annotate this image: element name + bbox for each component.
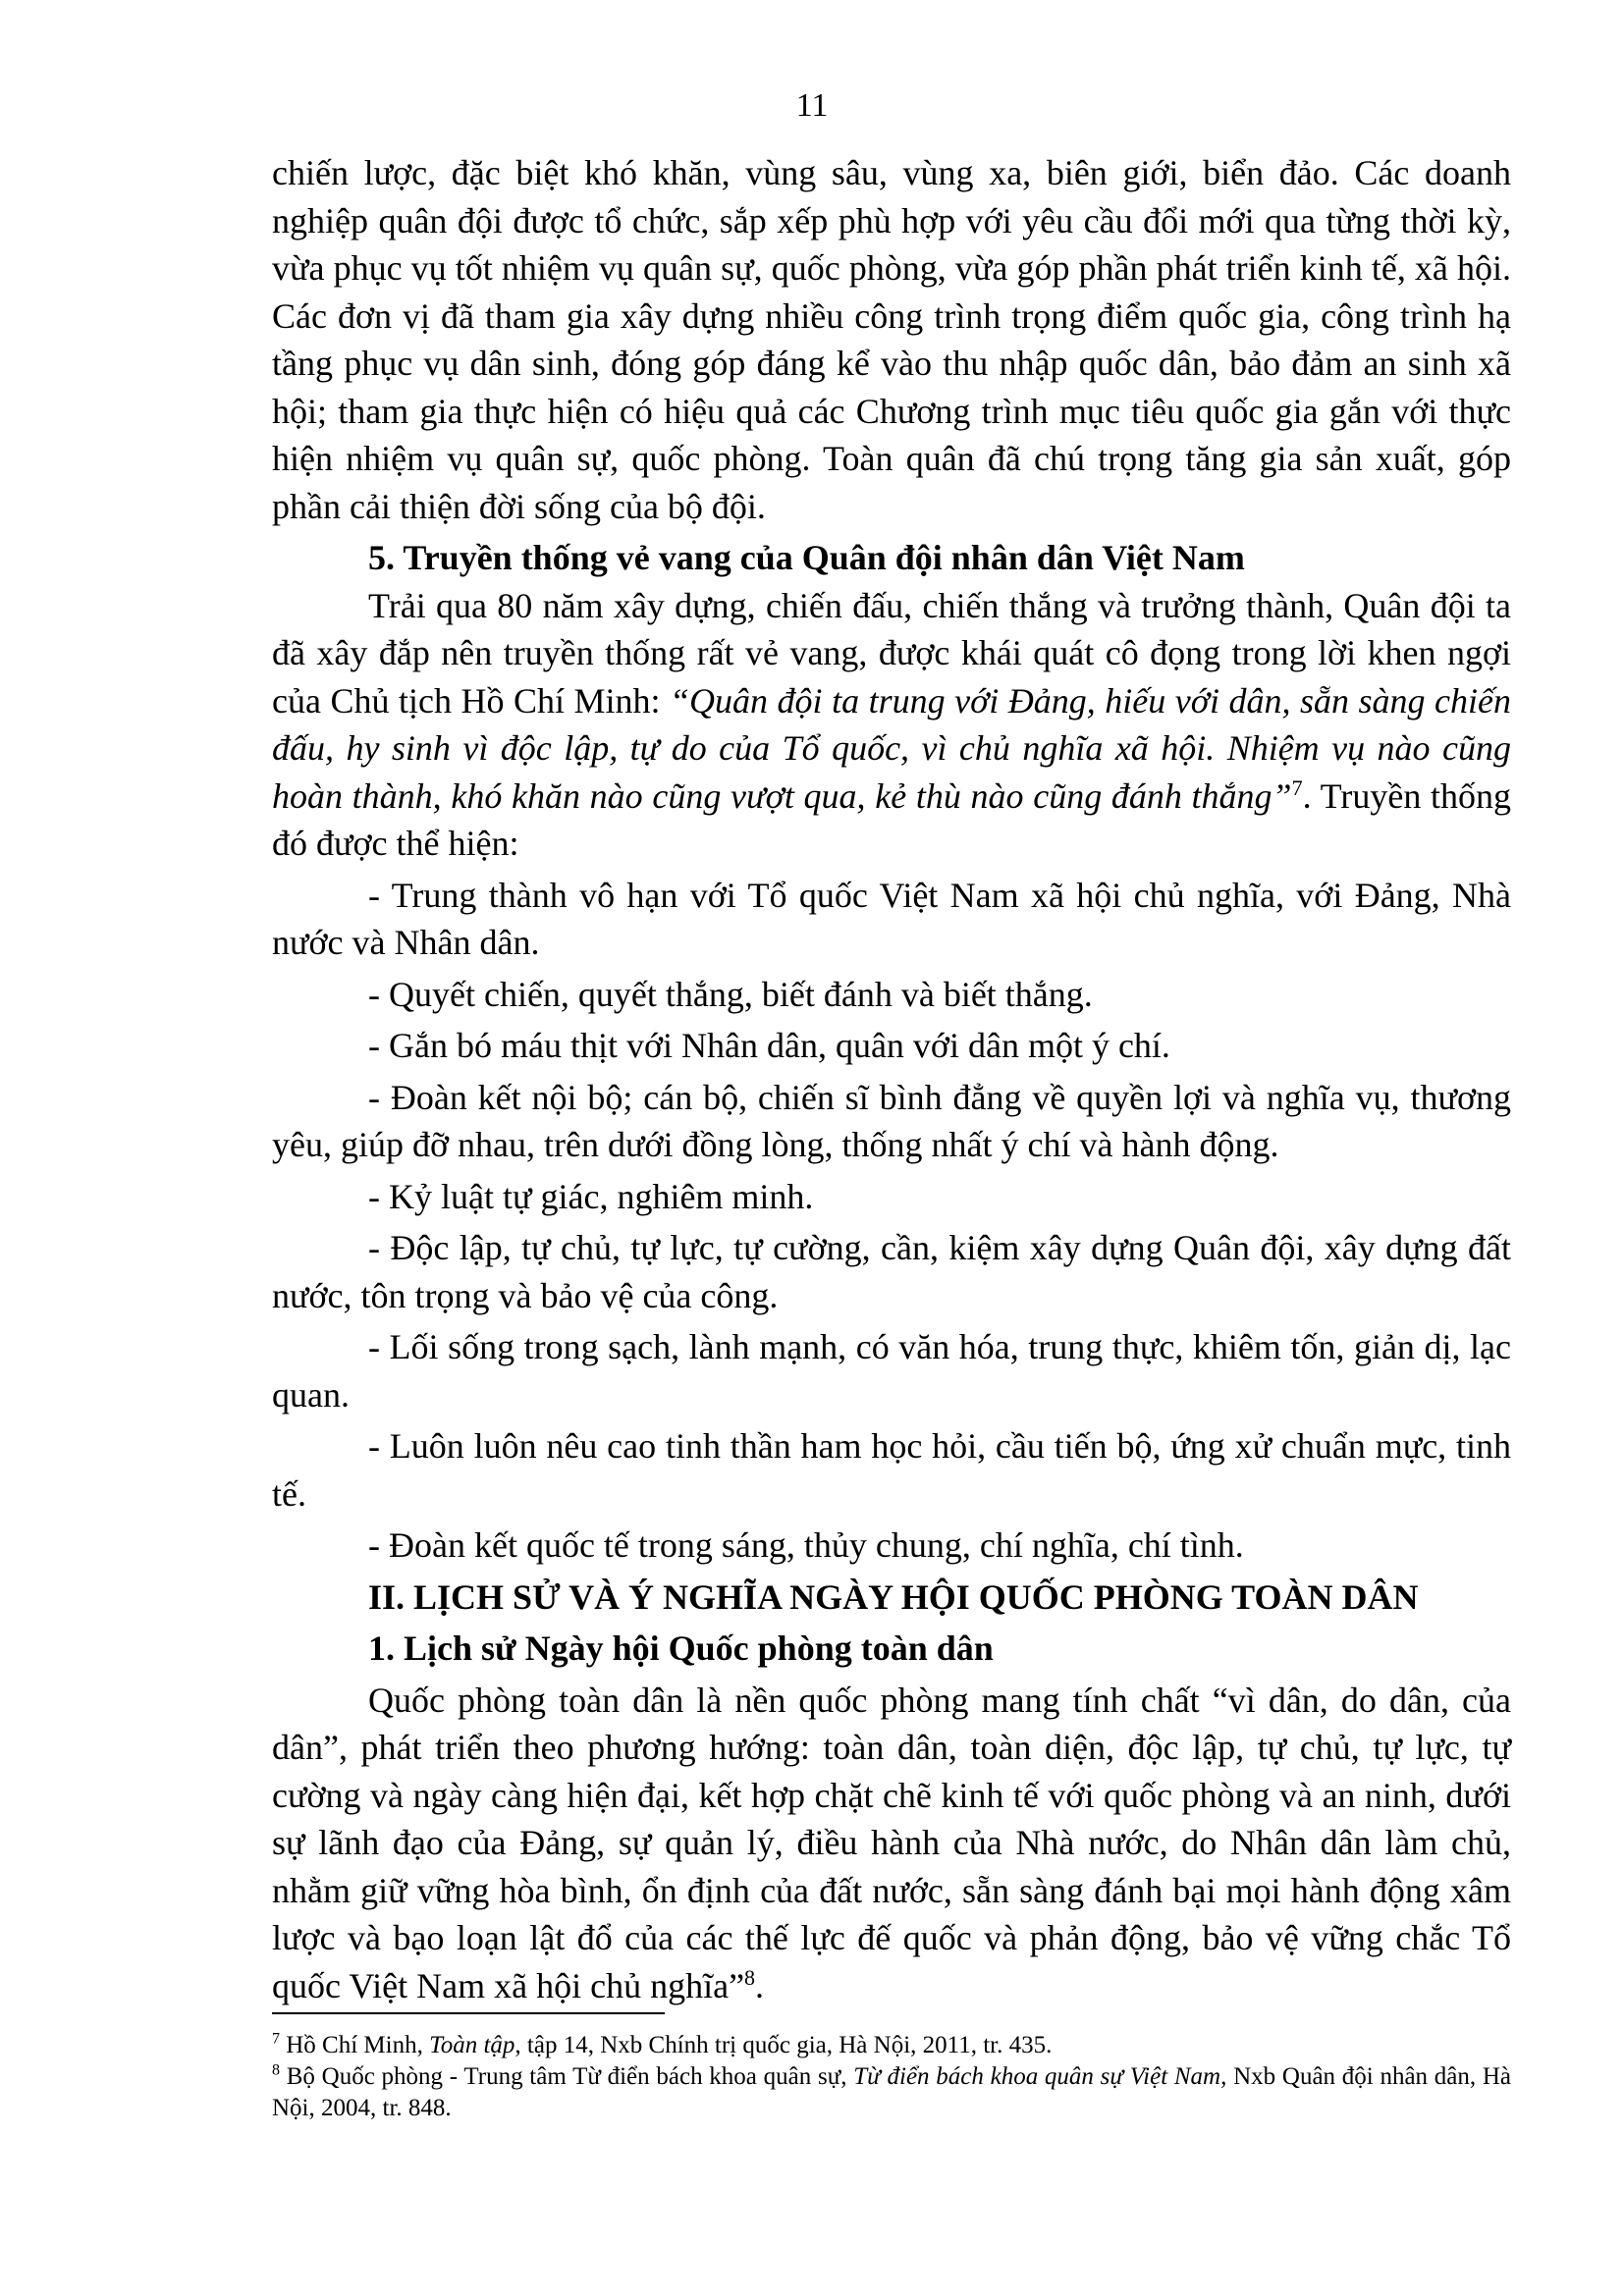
footnote-8 xyxy=(272,2061,1511,2124)
ho-chi-minh-quote: “Quân đội ta trung với Đảng, hiếu với dân, sẵn sàng chiến đấu, hy sinh vì độc lập, tự do của Tổ quốc, vì chủ nghĩa xã hội. Nhiệm vụ nào cũng hoàn thành, khó khăn nào cũng vượt qua, kẻ thù nào cũng đánh thắng” xyxy=(272,680,1511,816)
footnote-7-title: Toàn tập xyxy=(429,2032,515,2058)
footnote-separator xyxy=(272,2012,665,2014)
tradition-item: - Trung thành vô hạn với Tổ quốc Việt Nam xã hội chủ nghĩa, với Đảng, Nhà nước và Nhân dân. xyxy=(272,875,1511,962)
section-heading-5: 5. Truyền thống vẻ vang của Quân đội nhân dân Việt Nam xyxy=(368,538,1245,577)
paragraph-tradition-intro xyxy=(272,582,1511,868)
tradition-item: - Độc lập, tự chủ, tự lực, tự cường, cần, kiệm xây dựng Quân đội, xây dựng đất nước, tôn trọng và bảo vệ của công. xyxy=(272,1228,1511,1315)
footnote-8-post: Nxb Quân đội nhân dân, Hà Nội, 2004, tr. 848. xyxy=(272,2063,1511,2121)
national-defense-text: Quốc phòng toàn dân là nền quốc phòng mang tính chất “vì dân, do dân, của dân”, phát triển theo phương hướng: toàn dân, toàn diện, độc lập, tự chủ, tự lực, tự cường và ngày càng hiện đại, kết hợp chặt chẽ kinh tế với quốc phòng và an ninh, dưới sự lãnh đạo của Đảng, sự quản lý, điều hành của Nhà nước, do Nhân dân làm chủ, nhằm giữ vững hòa bình, ổn định của đất nước, sẵn sàng đánh bại mọi hành động xâm lược và bạo loạn lật đổ của các thế lực đế quốc và phản động, bảo vệ vững chắc Tổ quốc Việt Nam xã hội chủ nghĩa” xyxy=(272,1680,1511,2005)
paragraph-national-defense xyxy=(272,1677,1511,2010)
tradition-intro-lead: Trải qua 80 năm xây dựng, chiến đấu, chiến thắng và trưởng thành, Quân đội ta đã xây đắp nên truyền thống rất vẻ vang, được khái quát cô đọng trong lời khen ngợi của Chủ tịch Hồ Chí Minh: xyxy=(272,585,1511,721)
footnote-number-7: 7 xyxy=(272,2030,280,2048)
tradition-item: - Đoàn kết nội bộ; cán bộ, chiến sĩ bình đẳng về quyền lợi và nghĩa vụ, thương yêu, giúp đỡ nhau, trên dưới đồng lòng, thống nhất ý chí và hành động. xyxy=(272,1077,1511,1164)
footnote-8-pre: Bộ Quốc phòng - Trung tâm Từ điển bách khoa quân sự, xyxy=(280,2063,854,2090)
tradition-item: - Quyết chiến, quyết thắng, biết đánh và biết thắng. xyxy=(368,974,1093,1014)
section-heading-1: 1. Lịch sử Ngày hội Quốc phòng toàn dân xyxy=(368,1629,994,1668)
footnote-8-title: Từ điển bách khoa quân sự Việt Nam, xyxy=(853,2063,1227,2090)
footnote-number-8: 8 xyxy=(272,2061,280,2079)
section-heading-II: II. LỊCH SỬ VÀ Ý NGHĨA NGÀY HỘI QUỐC PHÒNG TOÀN DÂN xyxy=(368,1576,1419,1617)
page-number: 11 xyxy=(795,87,829,124)
footnote-ref-8[interactable]: 8 xyxy=(744,1964,756,1990)
body-text xyxy=(272,149,1511,2009)
footnote-7-post: , tập 14, Nxb Chính trị quốc gia, Hà Nội, 2011, tr. 435. xyxy=(514,2032,1053,2058)
footnote-7 xyxy=(272,2030,1511,2061)
tradition-intro-tail: . Truyền thống đó được thể hiện: xyxy=(272,775,1511,863)
national-defense-tail: . xyxy=(755,1965,765,2005)
tradition-item: - Lối sống trong sạch, lành mạnh, có văn hóa, trung thực, khiêm tốn, giản dị, lạc quan. xyxy=(272,1327,1511,1415)
paragraph-continuation: chiến lược, đặc biệt khó khăn, vùng sâu, vùng xa, biên giới, biển đảo. Các doanh nghiệp quân đội được tổ chức, sắp xếp phù hợp với yêu cầu đổi mới qua từng thời kỳ, vừa phục vụ tốt nhiệm vụ quân sự, quốc phòng, vừa góp phần phát triển kinh tế, xã hội. Các đơn vị đã tham gia xây dựng nhiều công trình trọng điểm quốc gia, công trình hạ tầng phục vụ dân sinh, đóng góp đáng kể vào thu nhập quốc dân, bảo đảm an sinh xã hội; tham gia thực hiện có hiệu quả các Chương trình mục tiêu quốc gia gắn với thực hiện nhiệm vụ quân sự, quốc phòng. Toàn quân đã chú trọng tăng gia sản xuất, góp phần cải thiện đời sống của bộ đội. xyxy=(272,153,1511,526)
tradition-item: - Gắn bó máu thịt với Nhân dân, quân với dân một ý chí. xyxy=(368,1026,1170,1065)
tradition-item: - Đoàn kết quốc tế trong sáng, thủy chung, chí nghĩa, chí tình. xyxy=(368,1525,1244,1565)
footnote-7-pre: Hồ Chí Minh, xyxy=(280,2032,430,2058)
footnotes xyxy=(272,2030,1511,2124)
tradition-item: - Kỷ luật tự giác, nghiêm minh. xyxy=(368,1176,814,1216)
footnote-ref-7[interactable]: 7 xyxy=(1291,774,1303,800)
tradition-item: - Luôn luôn nêu cao tinh thần ham học hỏi, cầu tiến bộ, ứng xử chuẩn mực, tinh tế. xyxy=(272,1426,1511,1514)
